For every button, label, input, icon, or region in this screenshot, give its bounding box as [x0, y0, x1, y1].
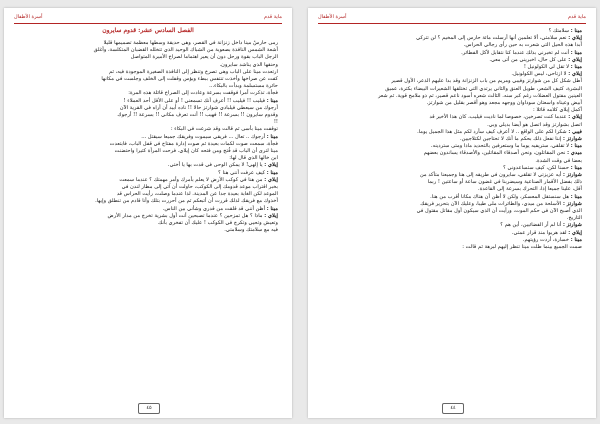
left-page — [4, 8, 292, 418]
line-text: وتعيش وتحيي وتكرج في الكوكب ! عليك أن تفخري بأنك — [158, 220, 278, 227]
speaker-name: مينا : — [570, 143, 582, 150]
page-body-text — [322, 28, 582, 251]
header-rule — [318, 23, 586, 24]
text-line — [18, 69, 278, 76]
line-text: حسنا لكن، كيف ستساعدوني ؟ — [503, 164, 570, 171]
line-text: رمى حارسٌ مينا داخل زنزانة في القصر، وهي حديقة وسطها معظمة تصميمها قليلا — [103, 40, 278, 46]
text-line — [18, 220, 278, 227]
line-text: الأسلحة من ميدي، والطائرات ملى طيبا، وعليك الآن بتحرير فريقك — [420, 200, 562, 207]
line-text: العينين مفتول العضلات رغم كبر سنه. الثالث شعره أسود ناعم قصير، ثم ذو ملامح قوية. ثم شعر — [378, 92, 582, 99]
speaker-name: شوارتز : — [563, 136, 582, 143]
line-text: أيه عزيزتي لا تقلقي، سايرون في طريقه إلى هنا وجميعنا متأكد من — [419, 172, 562, 179]
speaker-name: مينا : — [570, 64, 582, 71]
speaker-name: مينا : — [570, 49, 582, 56]
text-line — [18, 105, 278, 112]
text-line — [322, 244, 582, 251]
line-text: لا ازتاحي، ليس الكولونيل. — [511, 71, 567, 78]
line-text: لا تقلقي، ستريفيه يوما ما وستعرفين بالتحديد ماذا ومتى ستردينه. — [430, 143, 570, 150]
page-number: ٤٤ — [442, 403, 464, 414]
speaker-name: ميدي : — [567, 150, 582, 157]
speaker-name: شوارتز : — [563, 200, 582, 207]
text-line — [18, 112, 278, 119]
line-text: الرجل الباب بقوة ورحل دون أن يعير اهتماما لصراخ الأميرة المتواصل — [130, 54, 278, 61]
text-line — [18, 170, 278, 177]
line-text: وقدوم سايرون !! بسرعة !! فهيب !! أنت تعرف مكاني !! بسرعة !! أرجوك — [117, 112, 278, 119]
text-line — [322, 222, 582, 229]
speaker-name: مينا : — [266, 205, 278, 212]
speaker-name: شوارتز : — [563, 222, 582, 229]
line-text: إننا نفعل ذلك بحكم ما أنك لا تحتاجين لكتلاجيين. — [459, 136, 562, 143]
text-line — [18, 213, 278, 220]
right-page — [308, 8, 596, 418]
line-text: شكرا لكم على الواقع .. لا أعرف كيف سأرد لكم مثل هذا الجميل يوما. — [417, 128, 567, 135]
text-line — [322, 136, 582, 143]
text-line — [322, 42, 582, 49]
line-text: خسارة، أردت رؤيتهم. — [522, 236, 570, 243]
header-author: ماية قدم — [264, 14, 282, 20]
line-text: نحن المقاتلون، ونحن أصدقاء المقاتلين، والأصدقاء يساندون بعضهم — [423, 150, 566, 157]
line-text: مينا لترى أن الباب قد فُتح ومن فتحه كان إيلاي. فرحت المرأة كثيرا واحتضنت — [114, 148, 278, 155]
speaker-name: شوارتز : — [563, 172, 582, 179]
line-text: توقفت مينا بأسى ثم قالت وقد شرعت في البكاء : — [170, 126, 278, 133]
text-line — [322, 165, 582, 172]
header-rule — [14, 23, 282, 24]
chapter-title: الفصل السادس عشر: قدوم سايرون — [102, 27, 194, 34]
line-text: ارتعدت مينا على الباب وهي تصرخ وتنظر إلى النافذة الصغيرة الموجودة فيه، ثم — [109, 68, 278, 75]
speaker-name: إيلاي : — [568, 114, 582, 121]
line-text: صمت الجميع بينما طلت مينا تنظر إليهم لبرهة ثم قالت : — [462, 244, 582, 251]
line-text: كيف عرفت أنني هنا ؟ — [218, 169, 266, 176]
text-line — [322, 93, 582, 100]
text-line — [322, 86, 582, 93]
text-line — [18, 134, 278, 141]
text-line — [18, 62, 278, 69]
line-text: أنا لم أر الفضائيين، أين هم ؟ — [500, 222, 562, 229]
line-text: نعم سلامتي، ألا تعلمين أنها أرسلت مائة حارس إلى المخيم ؟ لن تتركي — [416, 35, 567, 42]
line-text: اتصل بشوارتز وقد اتصل هو أيضا بديلي وبي. — [487, 121, 582, 128]
line-text: لا تقل لي الكولونيل ! — [523, 64, 570, 71]
line-text: فيليب !! فيليب !! أعرف أنك تسمعني ! أو على الأقل أحد العملاء ! — [123, 97, 266, 104]
text-line — [322, 114, 582, 121]
line-text: فيه مع سلامتك وسلامتي. — [224, 227, 278, 234]
line-text: فجأة، سمعت صوت لكمات بعيدة ثم صوت إدارة مفتاح في قفل الباب، فابتعدت — [109, 140, 278, 147]
text-line — [18, 162, 278, 169]
text-line — [18, 126, 278, 133]
line-text: ابن خالها الذي قال لها: — [229, 155, 278, 162]
text-line — [18, 227, 278, 234]
text-line — [322, 186, 582, 193]
line-text: حائرة مستسلمة وبدأت بالبكاء... — [209, 83, 278, 90]
header-author: ماية قدم — [568, 14, 586, 20]
line-text: عندما كنت تصرخين، خصوصا لما ناديت فيليب، كان هذا الأخير قد — [429, 114, 567, 121]
line-text: بعضا في وقت الشدة. — [535, 157, 582, 164]
speaker-name: فيبي : — [568, 128, 582, 135]
text-line — [322, 208, 582, 215]
text-line — [18, 98, 278, 105]
speaker-name: مينا : — [570, 236, 582, 243]
text-line — [18, 148, 278, 155]
text-line — [18, 198, 278, 205]
text-line — [18, 141, 278, 148]
line-text: وحنقها الذي يناشد سايرون. — [219, 61, 278, 68]
line-text: الموعد لكن الغابة بعيدة جدا عن المدينة. لذا عندما وصلت، رأيت الحراس قد — [116, 191, 278, 198]
text-line — [322, 50, 582, 57]
text-line — [322, 230, 582, 237]
line-text: من هنا في كوكب الأرض لا يعلم بأمرك وأمر مهمتك ؟ عندما سمعت — [119, 176, 263, 183]
line-text: التاريخ. — [566, 215, 582, 222]
line-text: أظن أنني قد قلقت من قدري وشأني بين الناس. — [162, 205, 266, 212]
text-line — [322, 122, 582, 129]
page-body-text — [18, 40, 278, 234]
speaker-name: مينا : — [266, 97, 278, 104]
text-line — [322, 57, 582, 64]
line-text: أكمل إيلاي كلامه قائلا : — [533, 107, 582, 114]
speaker-name: مينا : — [266, 169, 278, 176]
speaker-name: إيلاي : — [568, 71, 582, 78]
line-text: سلامتك ؟ — [548, 28, 570, 34]
header-book-title: أسرة الأطفال — [14, 14, 43, 20]
line-text: أبيض وعيناه واسعتان سوداوان ووجهه مجعد وهو أقصر بقليل من شوارتز. — [426, 100, 582, 107]
line-text: أقل، علينا جميعا إذا، التحرك بسرعة إلى القاعدة. — [478, 186, 582, 193]
speaker-name: إيلاي : — [264, 162, 278, 169]
speaker-name: مينا : — [570, 193, 582, 200]
speaker-name: إيلاي : — [568, 56, 582, 63]
text-line — [322, 237, 582, 244]
line-text: ذلك بفضل الأقمار الصناعية وسيضربنا في غضون ساعة أو ساعتين ! ربما — [427, 179, 582, 186]
page-number: ٤٥ — [138, 403, 160, 414]
line-text: كفت عن صراخها وأخذت تنتفس ببطء وبؤس وقفلت إلى الخلف وجلست في مكانها — [101, 76, 278, 83]
speaker-name: إيلاي : — [264, 212, 278, 219]
line-text: البشرة، كثيف الشعر، طويل العنق والثاني يرتدي التي تختلقها الشعيرات البيضاء بكثرة، عميق — [385, 85, 582, 92]
text-line — [18, 54, 278, 61]
line-text: فجأة، تذكرت أمرا فوقفت بسرعة وعادت إلى الصراخ قائلة هذه المرة: — [128, 90, 278, 97]
line-text: بخبر اقتراب موعد قدومك إلى الكوكب، حاولت أن آتي إلى مطار لندن في — [121, 184, 278, 191]
text-line — [18, 177, 278, 184]
line-text: الذي أصبح الآن في حكم الموت، ورأيت أن الذي سيكون أول مقاتل مقتول في — [416, 208, 582, 215]
text-line — [322, 150, 582, 157]
line-text: أنت لم تخبرني بذلك عندما كنا نتقابل لأكل الفطائر. — [461, 49, 570, 56]
line-text: أبدا هذه الحيل التي شعرت به حين رأى رجالي الحراس. — [463, 42, 582, 49]
line-text: أطل شكل كل من شوارتز وفيبي ومريم من باب الزنزانة وقد بدا عليهم الذعر، الأول قصير — [391, 78, 582, 85]
line-text: لقد هربوا منذ قرار عمتي. — [511, 229, 567, 236]
speaker-name: إيلاي : — [568, 35, 582, 42]
speaker-name: مينا : — [266, 133, 278, 140]
text-line — [322, 64, 582, 71]
speaker-name: مينا : — [570, 164, 582, 171]
line-text: أرجوك .. تعال ... فريقي سيموت وفريقك جميعا سيقتل ... — [141, 133, 266, 140]
text-line — [322, 158, 582, 165]
text-line — [18, 206, 278, 213]
speaker-name: إيلاي : — [568, 229, 582, 236]
line-text: !! — [273, 119, 278, 126]
line-text: أرجوك من سيعطي فيلبادي شوارتز حالا !! ناده أبيد أن أراه في القرية الآن — [119, 104, 278, 111]
line-text: أخذوك مع فريقك لذلك قررت أن أتبعكم ثم من أحررت بتلك وأنا قادم من تنطلق وإيها. — [95, 198, 278, 205]
text-line — [322, 194, 582, 201]
text-line — [322, 201, 582, 208]
speaker-name: إيلاي : — [264, 176, 278, 183]
header-book-title: أسرة الأطفال — [318, 14, 347, 20]
speaker-name: مينا : — [570, 28, 582, 34]
line-text: على كل حال، اخبريني من أتى معي. — [489, 56, 567, 63]
line-text: يا إلهي! لا يمكن الوحى في قدت بها يا أختي. — [167, 162, 263, 169]
line-text: هل سنستقل المعسكر، ولكن لا أظن أن هناك مكانا أقرب من هنا. — [430, 193, 570, 200]
text-line — [18, 90, 278, 97]
text-line — [322, 129, 582, 136]
line-text: ماذا ؟ هل تمزحين ؟ عندما تصبحين أنت أول بشرية تخرج من مدار الأرض — [107, 212, 263, 219]
line-text: أشعة الشمس النافذة بصعوبة من الشباك الوحيد الذي تتخلله القضبان المتكلسة، وأغلق — [93, 47, 278, 54]
text-line — [322, 78, 582, 85]
